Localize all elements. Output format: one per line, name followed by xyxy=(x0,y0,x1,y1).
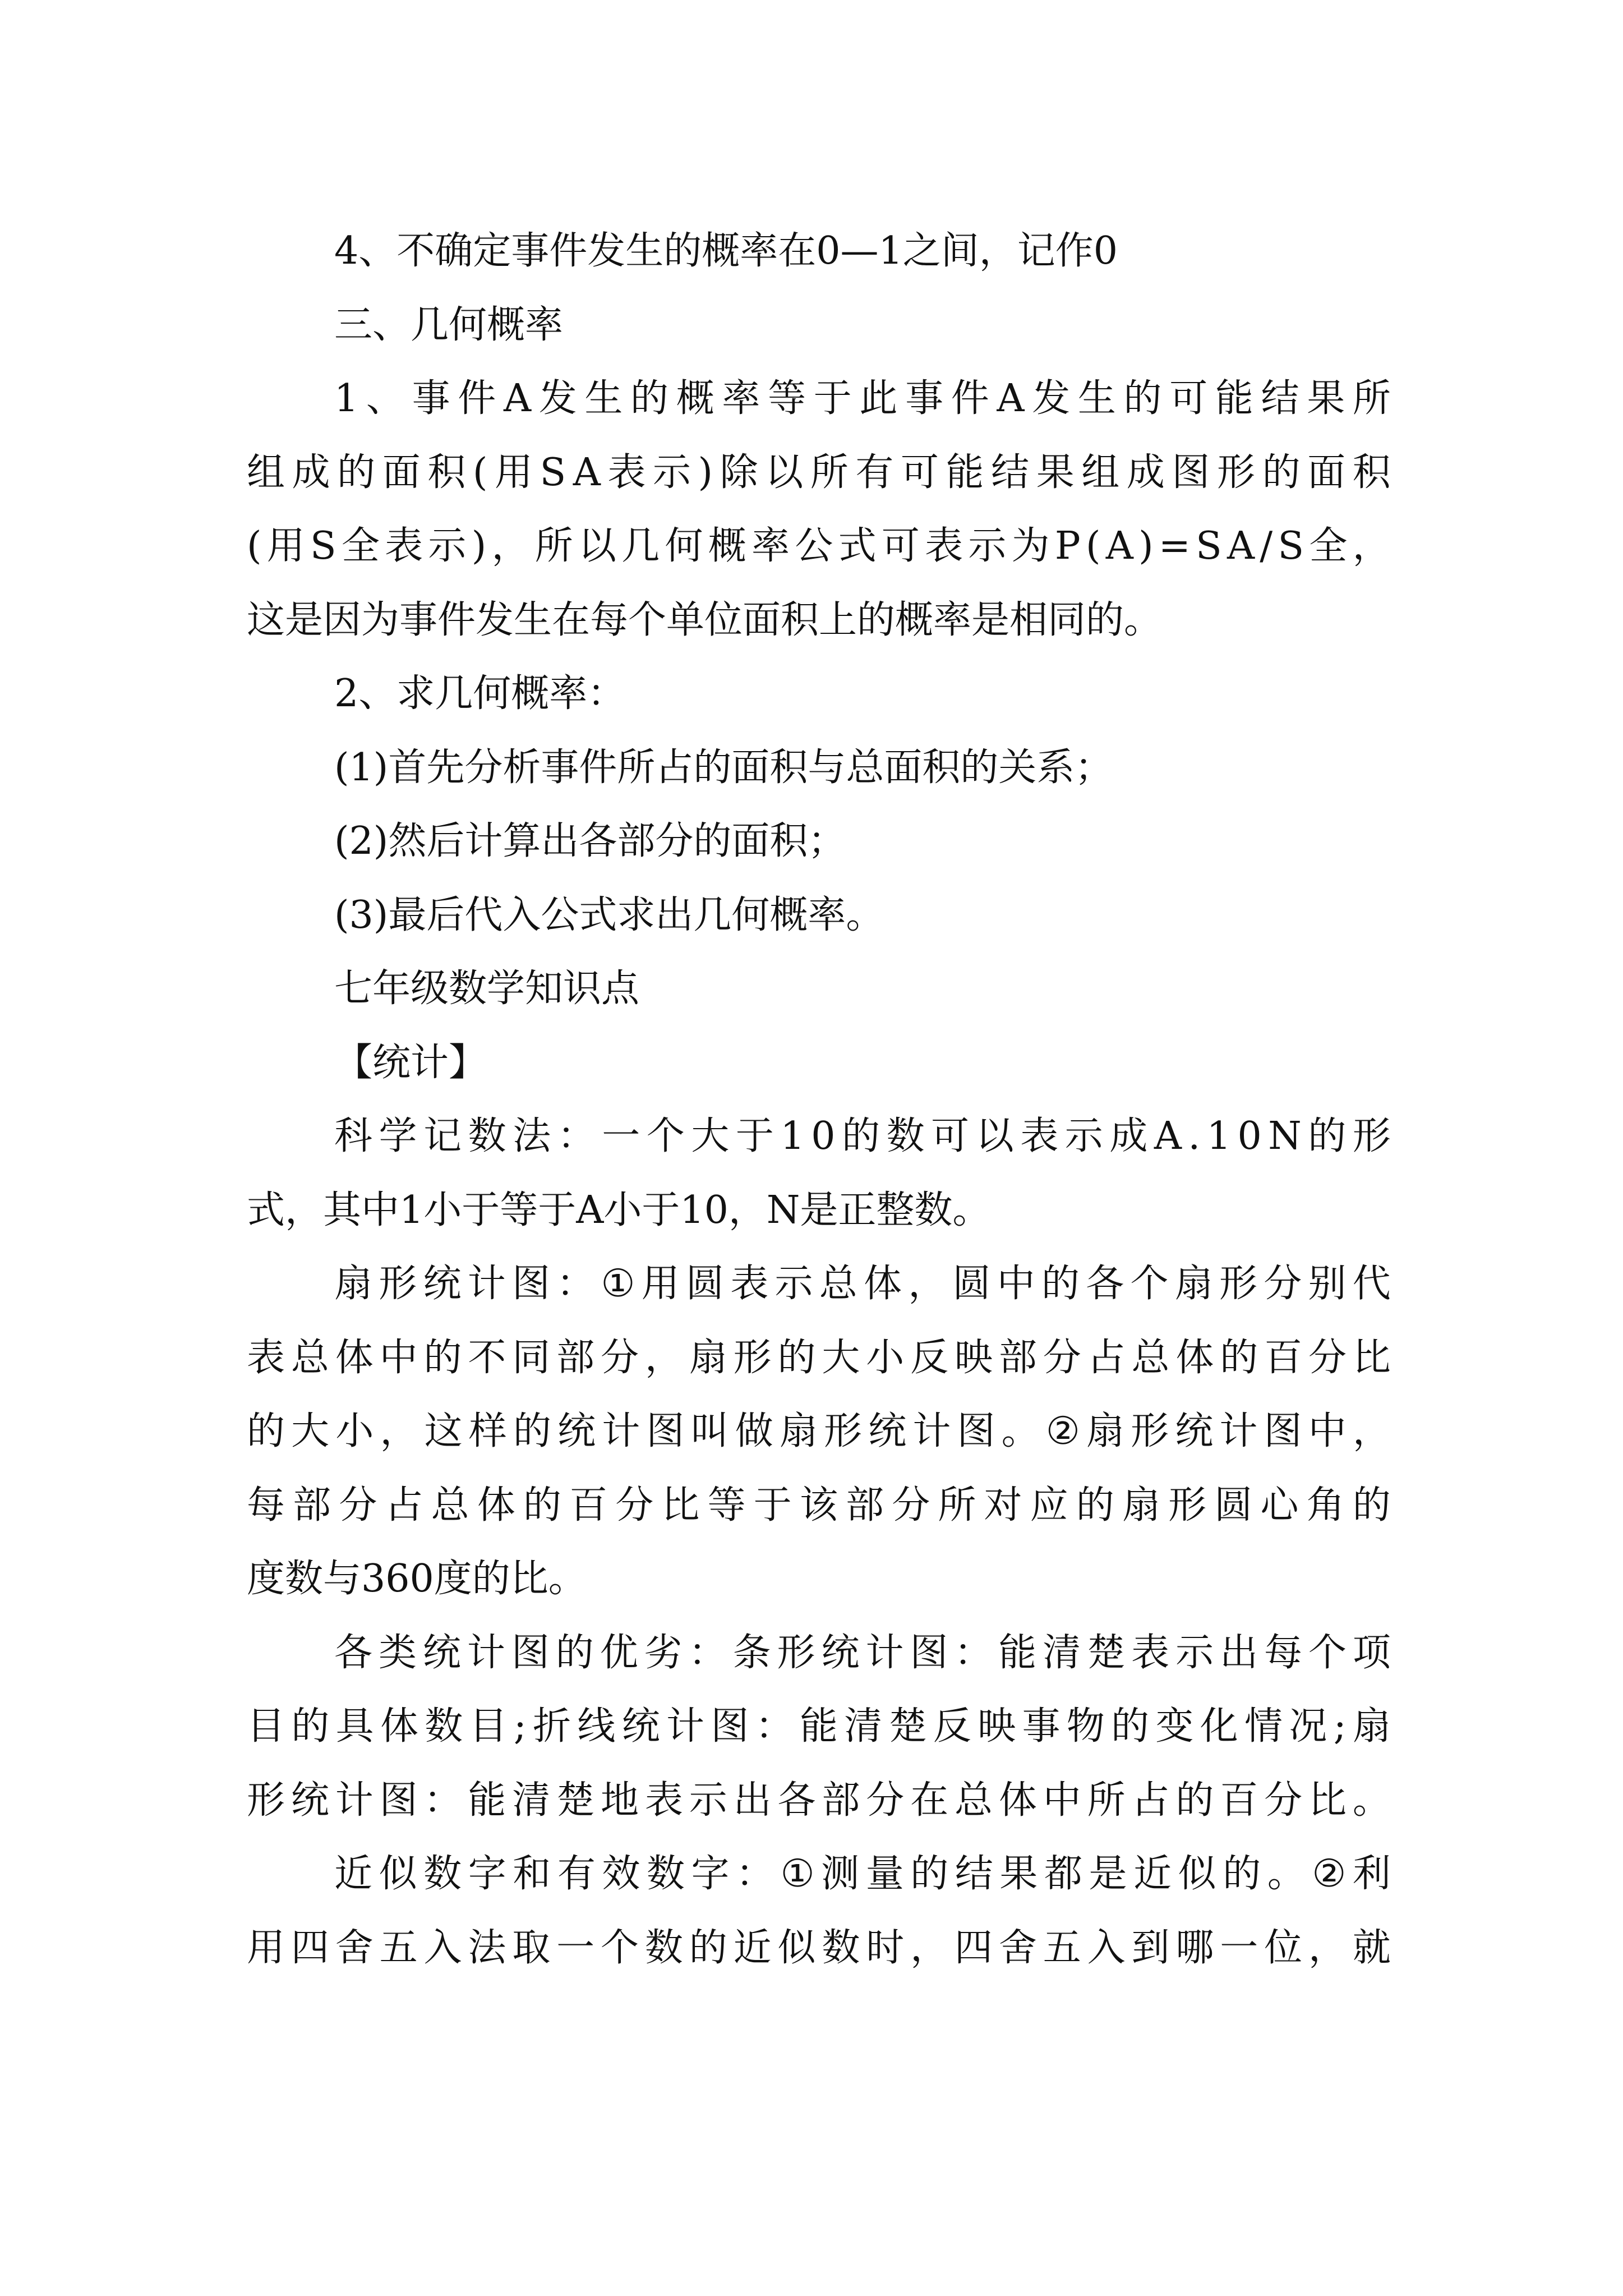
text-line: 2、求几何概率： xyxy=(334,671,626,716)
text-line: 1 、 事 件 A 发 生 的 概 率 等 于 此 事 件 A 发 生 的 可 能 结 果 所 xyxy=(334,376,1391,421)
text-line: 七年级数学知识点 xyxy=(334,967,640,1011)
text-line: 表 总 体 中 的 不 同 部 分 ， 扇 形 的 大 小 反 映 部 分 占 总 体 的 百 分 比 xyxy=(247,1335,1391,1380)
text-line: (3)最后代入公式求出几何概率。 xyxy=(334,892,884,937)
text-line: 目 的 具 体 数 目 ; 折 线 统 计 图 ： 能 清 楚 反 映 事 物 的 变 化 情 况 ; 扇 xyxy=(247,1704,1391,1749)
text-line: 组 成 的 面 积 ( 用 S A 表 示 ) 除 以 所 有 可 能 结 果 组 成 图 形 的 面 积 xyxy=(247,450,1391,495)
document-body xyxy=(247,214,1391,1985)
text-line: 三、几何概率 xyxy=(334,302,564,347)
text-line: (2)然后计算出各部分的面积； xyxy=(334,819,846,863)
text-line: 形 统 计 图 ： 能 清 楚 地 表 示 出 各 部 分 在 总 体 中 所 占 的 百 分 比 。 xyxy=(247,1778,1391,1823)
text-line: 近 似 数 字 和 有 效 数 字 ： ① 测 量 的 结 果 都 是 近 似 的 。 ② 利 xyxy=(334,1852,1391,1896)
text-line: 4、不确定事件发生的概率在0—1之间，记作0 xyxy=(334,229,1118,273)
text-line: 各 类 统 计 图 的 优 劣 ： 条 形 统 计 图 ： 能 清 楚 表 示 出 每 个 项 xyxy=(334,1630,1391,1675)
text-line: 的 大 小 ， 这 样 的 统 计 图 叫 做 扇 形 统 计 图 。 ② 扇 形 统 计 图 中 ， xyxy=(247,1409,1391,1453)
text-line: 【统计】 xyxy=(334,1040,487,1085)
text-line: 式，其中1小于等于A小于10，N是正整数。 xyxy=(247,1188,991,1232)
text-line: 科 学 记 数 法 ： 一 个 大 于 1 0 的 数 可 以 表 示 成 A . 1 0 N 的 形 xyxy=(334,1114,1391,1158)
text-line: 扇 形 统 计 图 ： ① 用 圆 表 示 总 体 ， 圆 中 的 各 个 扇 形 分 别 代 xyxy=(334,1262,1391,1306)
text-line: 每 部 分 占 总 体 的 百 分 比 等 于 该 部 分 所 对 应 的 扇 形 圆 心 角 的 xyxy=(247,1483,1391,1527)
text-line: 这是因为事件发生在每个单位面积上的概率是相同的。 xyxy=(247,597,1163,642)
text-line: ( 用 S 全 表 示 ) ， 所 以 几 何 概 率 公 式 可 表 示 为 P ( A ) = S A / S 全 ， xyxy=(247,524,1391,568)
text-line: 用 四 舍 五 入 法 取 一 个 数 的 近 似 数 时 ， 四 舍 五 入 到 哪 一 位 ， 就 xyxy=(247,1925,1391,1970)
text-line: (1)首先分析事件所占的面积与总面积的关系； xyxy=(334,745,1113,790)
text-line: 度数与360度的比。 xyxy=(247,1557,587,1601)
